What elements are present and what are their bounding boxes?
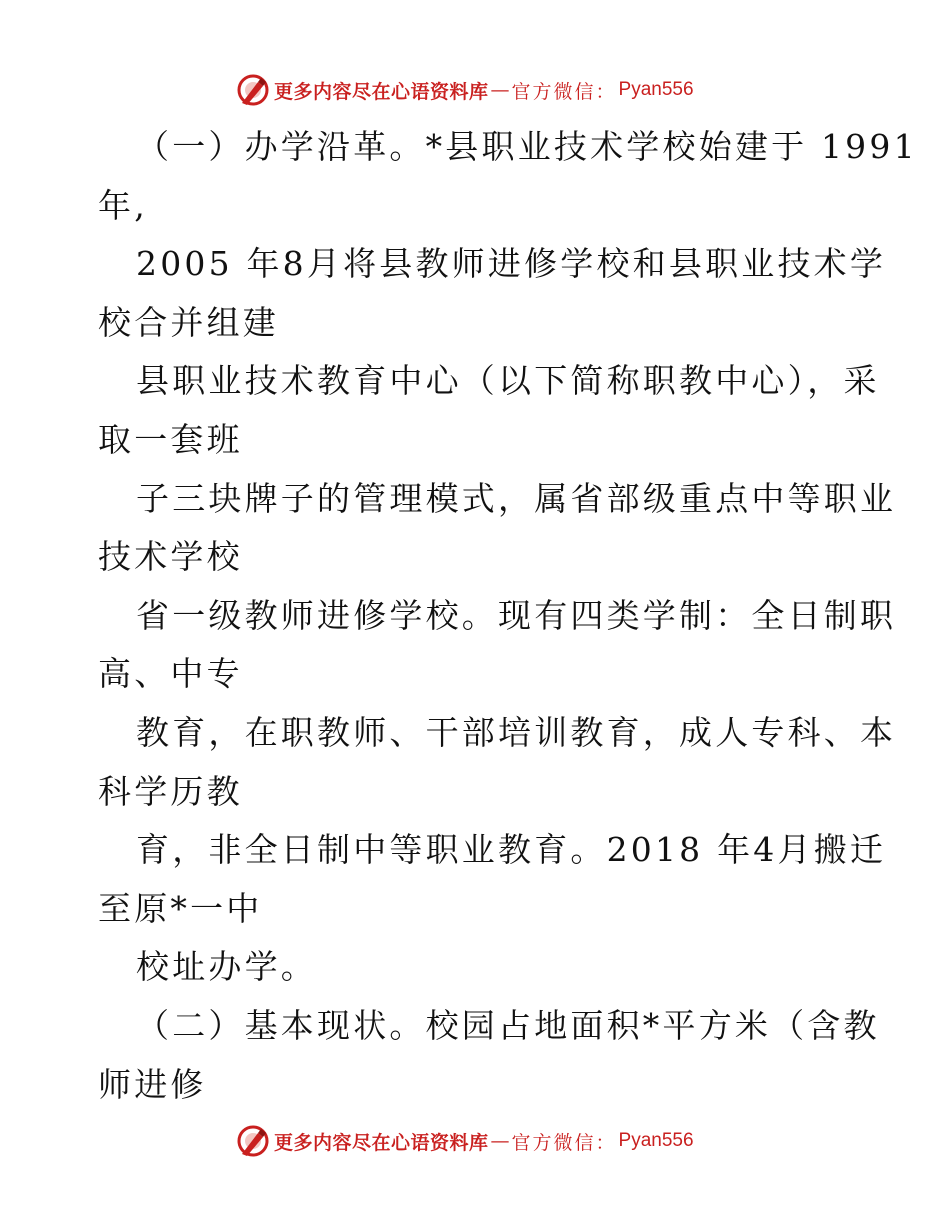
pen-logo-icon <box>236 73 270 107</box>
pen-logo-icon <box>236 1124 270 1158</box>
paragraph-line: （一）办学沿革。*县职业技术学校始建于 1991 <box>136 127 918 166</box>
watermark-brand-text: 更多内容尽在心语资料库 <box>274 80 489 103</box>
document-body <box>98 118 918 1114</box>
paragraph-line: 年, <box>98 185 148 225</box>
paragraph-line: 育，非全日制中等职业教育。2018 年4月搬迁 <box>136 830 887 870</box>
paragraph-line: 子三块牌子的管理模式，属省部级重点中等职业 <box>136 478 897 518</box>
paragraph-line: 技术学校 <box>98 537 243 577</box>
watermark-wechat-id: Pyan556 <box>618 79 694 100</box>
paragraph-line: 高、中专 <box>98 654 243 694</box>
watermark-brand-text: 更多内容尽在心语资料库 <box>274 1131 489 1154</box>
watermark-dash: — <box>490 79 510 101</box>
paragraph-line: 教育，在职教师、干部培训教育，成人专科、本 <box>136 712 897 752</box>
paragraph-line: 2005 年8月将县教师进修学校和县职业技术学 <box>136 244 887 284</box>
paragraph-line: 取一套班 <box>98 419 243 459</box>
footer-watermark <box>236 1124 694 1158</box>
paragraph-line: 至原*一中 <box>98 888 263 928</box>
watermark-dash: — <box>490 1130 510 1152</box>
paragraph-line: 科学历教 <box>98 771 243 811</box>
watermark-official-label: 官方微信： <box>511 1131 617 1154</box>
watermark-official-label: 官方微信： <box>511 80 617 103</box>
paragraph-line: 校址办学。 <box>136 947 317 987</box>
watermark-wechat-id: Pyan556 <box>618 1130 694 1151</box>
header-watermark <box>236 73 694 107</box>
paragraph-line: 县职业技术教育中心（以下简称职教中心），采 <box>136 361 880 401</box>
paragraph-line: （二）基本现状。校园占地面积*平方米（含教 <box>136 1005 880 1045</box>
paragraph-line: 师进修 <box>98 1064 207 1104</box>
paragraph-line: 省一级教师进修学校。现有四类学制：全日制职 <box>136 595 897 635</box>
paragraph-line: 校合并组建 <box>98 302 279 342</box>
